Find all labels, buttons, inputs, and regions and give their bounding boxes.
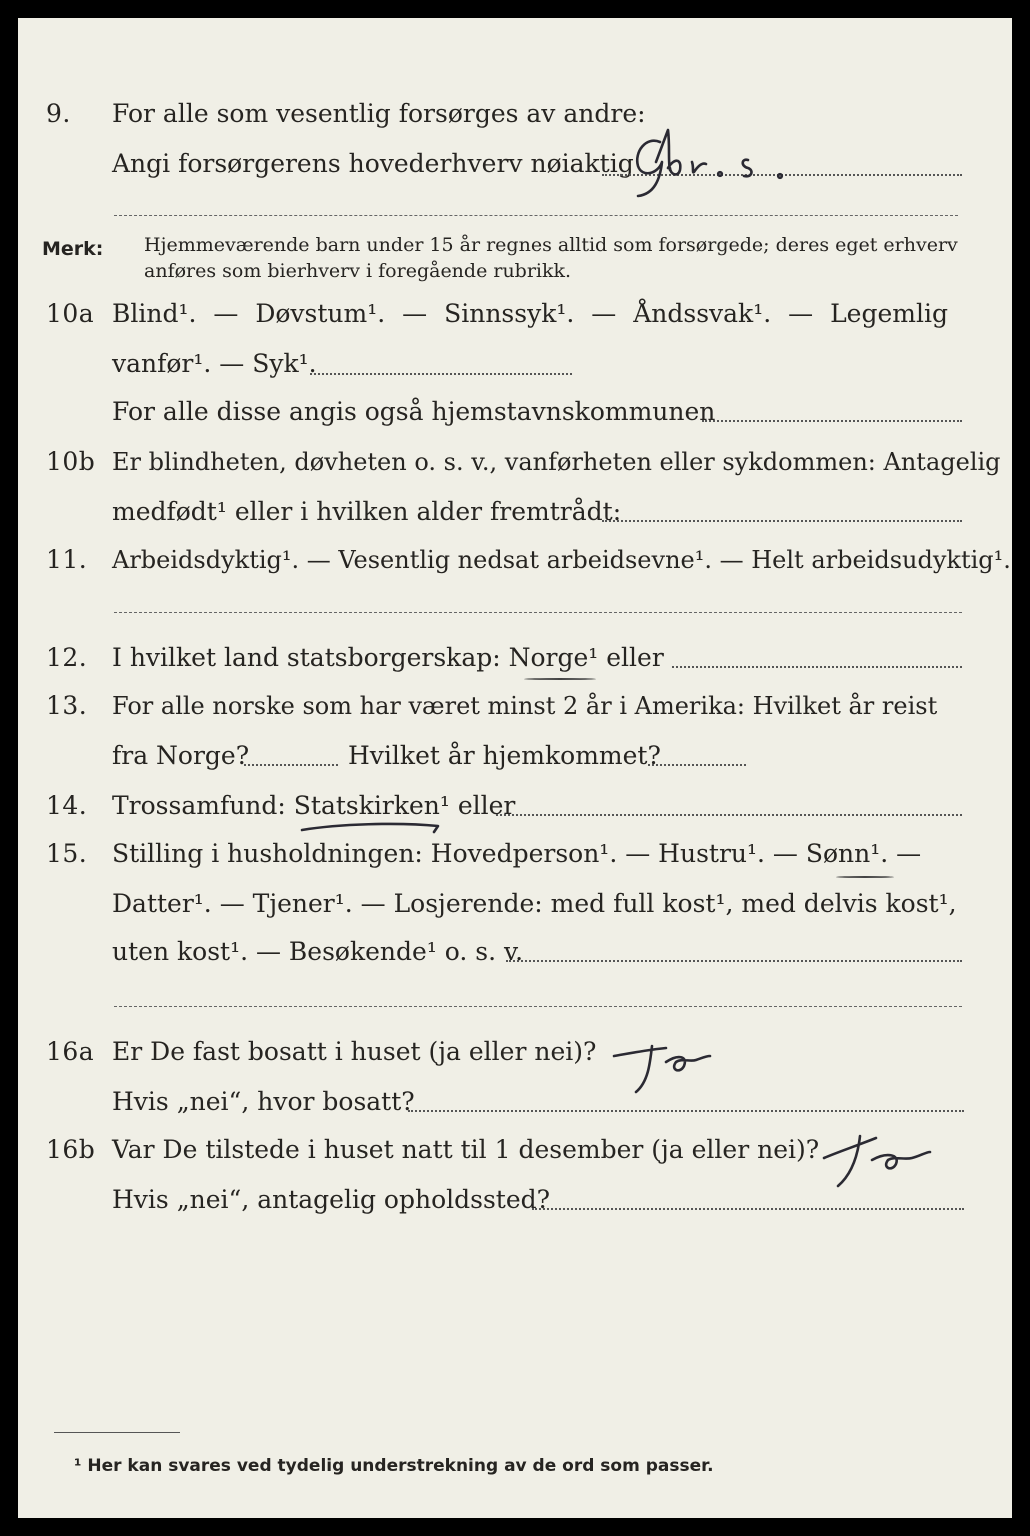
question-text: Trossamfund: Statskirken¹ eller [112,791,516,820]
question-16a-line2 [18,1084,1012,1124]
question-text: Hvis „nei“, antagelig opholdssted? [112,1185,551,1214]
answer-line [310,373,572,375]
question-text: I hvilket land statsborgerskap: Norge¹ eller [112,643,664,672]
question-16b-line2 [18,1182,1012,1222]
question-15-line2 [18,886,1012,926]
question-15 [18,836,1012,876]
question-text: Datter¹. — Tjener¹. — Losjerende: med full kost¹, med delvis kost¹, [112,889,957,918]
question-number: 16a [46,1037,95,1066]
separator-line [114,215,958,216]
question-text: Angi forsørgerens hovederhverv nøiaktig [112,149,634,178]
question-number: 13. [46,691,88,720]
answer-line [648,764,746,766]
question-text: For alle som vesentlig forsørges av andre: [112,99,646,128]
question-10a-line3 [18,394,1012,434]
answer-line [602,520,962,522]
question-text: Blind¹. — Døvstum¹. — Sinnssyk¹. — Åndssvak¹. — Legemlig [112,299,948,328]
question-number: 11. [46,545,88,574]
question-text: For alle norske som har været minst 2 år i Amerika: Hvilket år reist [112,692,938,720]
census-form-page [18,18,1012,1518]
answer-line [702,420,962,422]
question-14 [18,788,1012,828]
underline-mark [298,818,448,838]
question-9 [18,96,1012,136]
question-10a [18,296,1012,336]
footnote-separator [54,1432,180,1433]
question-text: Hvilket år hjemkommet? [348,741,661,770]
question-13-line2 [18,738,1012,778]
underline-mark [836,876,894,878]
question-text: fra Norge? [112,741,250,770]
question-number: 14. [46,791,88,820]
question-number: 10b [46,447,96,476]
answer-line [408,1110,964,1112]
answer-line [672,666,962,668]
question-16a [18,1034,1012,1074]
question-number: 10a [46,299,95,328]
answer-line [532,1208,964,1210]
note-text: Hjemmeværende barn under 15 år regnes alltid som forsørgede; deres eget erhverv anføres som bierhverv i foregående rubrikk. [144,234,958,282]
question-number: 9. [46,99,71,128]
question-text: medfødt¹ eller i hvilken alder fremtrådt: [112,497,622,526]
question-10b [18,444,1012,484]
question-number: 15. [46,839,88,868]
question-text: Er blindheten, døvheten o. s. v., vanførheten eller sykdommen: Antagelig [112,448,1001,476]
question-12 [18,640,1012,680]
question-9-line2 [18,146,1012,186]
question-15-line3 [18,934,1012,974]
question-13 [18,688,1012,728]
question-text: Var De tilstede i huset natt til 1 desember (ja eller nei)? [112,1135,820,1164]
answer-line [506,960,962,962]
note-label: Merk: [42,238,104,260]
question-text: Er De fast bosatt i huset (ja eller nei)? [112,1037,597,1066]
question-10b-line2 [18,494,1012,534]
question-text: uten kost¹. — Besøkende¹ o. s. v. [112,937,524,966]
handwritten-answer-9 [608,122,858,202]
answer-line [244,764,338,766]
question-10a-line2 [18,346,1012,386]
question-text: Arbeidsdyktig¹. — Vesentlig nedsat arbeidsevne¹. — Helt arbeidsudyktig¹. [112,546,1011,574]
question-11 [18,542,1012,582]
question-text: For alle disse angis også hjemstavnskommunen [112,397,716,426]
answer-line [496,814,962,816]
question-number: 12. [46,643,88,672]
question-text: vanfør¹. — Syk¹. [112,349,317,378]
separator-line [114,1006,962,1007]
separator-line [114,612,962,613]
question-text: Hvis „nei“, hvor bosatt? [112,1087,415,1116]
underline-mark [524,678,596,680]
question-text: Stilling i husholdningen: Hovedperson¹. — Hustru¹. — Sønn¹. — [112,839,922,868]
footnote: ¹ Her kan svares ved tydelig understrekning av de ord som passer. [74,1456,714,1476]
question-number: 16b [46,1135,96,1164]
